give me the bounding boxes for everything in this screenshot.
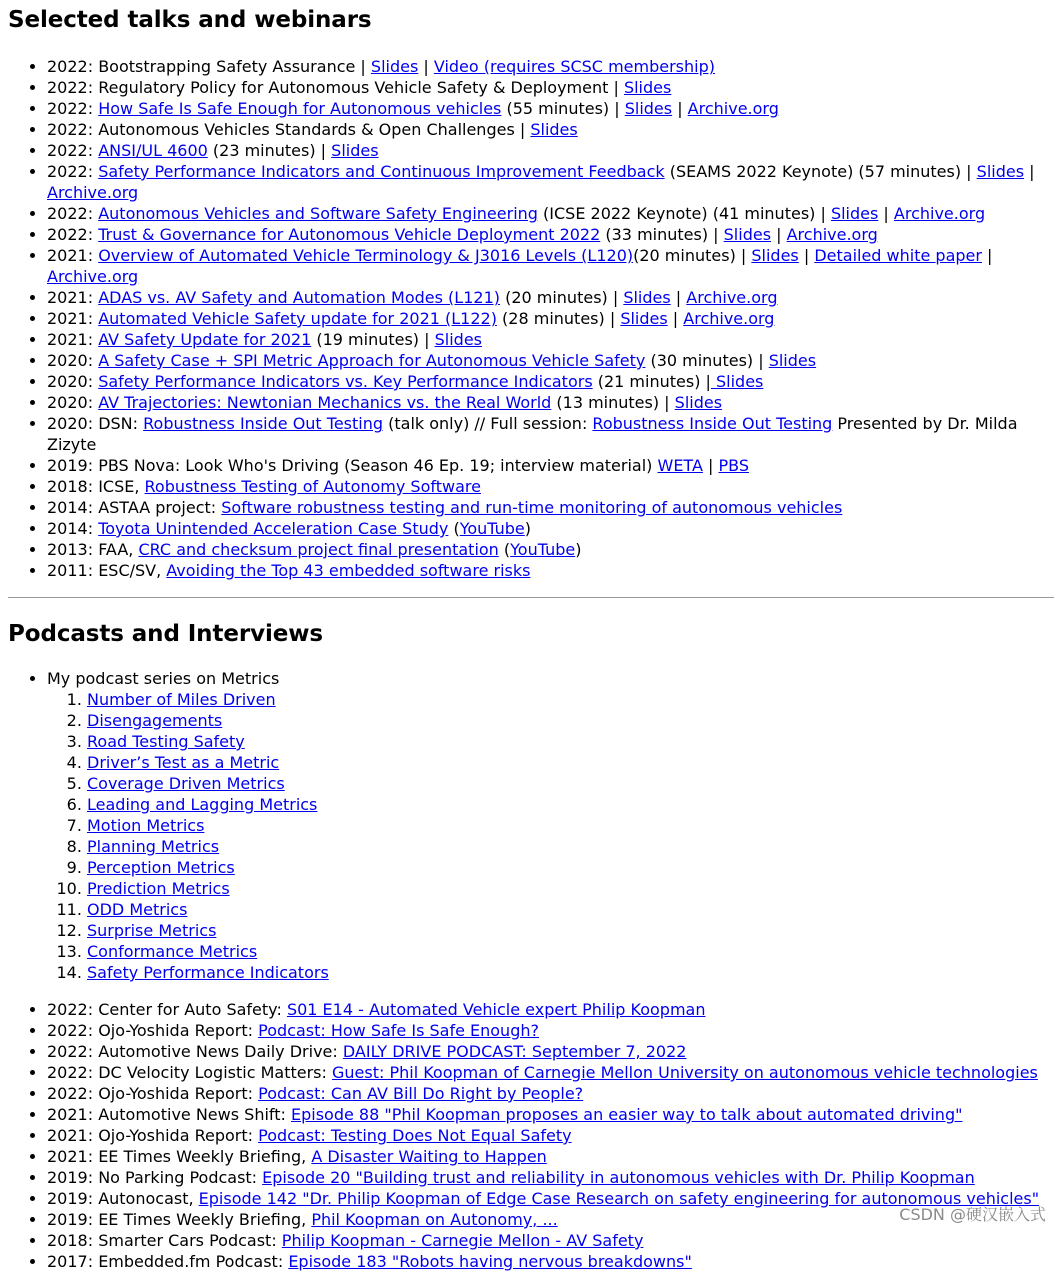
list-item: [47, 668, 1054, 983]
list-item: [47, 308, 1054, 329]
list-item: [47, 1230, 1054, 1251]
item-text: 2014: ASTAA project:: [47, 498, 222, 517]
item-text: (33 minutes) |: [600, 225, 724, 244]
metric-link[interactable]: Safety Performance Indicators: [87, 963, 329, 982]
item-link[interactable]: Archive.org: [47, 183, 139, 202]
item-text: |: [667, 309, 684, 328]
item-text: |: [670, 288, 687, 307]
item-link[interactable]: Slides: [623, 78, 672, 97]
item-text: 2020: DSN:: [47, 414, 144, 433]
item-link[interactable]: Slides: [976, 162, 1025, 181]
item-link[interactable]: Guest: Phil Koopman of Carnegie Mellon University on autonomous vehicle technologies: [331, 1063, 1038, 1082]
item-text: 2021:: [47, 330, 99, 349]
item-link[interactable]: Episode 88 "Phil Koopman proposes an easier way to talk about automated driving": [291, 1105, 963, 1124]
list-item: [47, 1167, 1054, 1188]
item-text: 2022:: [47, 225, 99, 244]
item-link[interactable]: Slides: [723, 225, 772, 244]
item-link[interactable]: AV Trajectories: Newtonian Mechanics vs. the Real World: [98, 393, 552, 412]
item-link[interactable]: A Disaster Waiting to Happen: [311, 1147, 547, 1166]
item-link[interactable]: Archive.org: [47, 267, 139, 286]
item-text: ): [575, 540, 582, 559]
item-link[interactable]: WETA: [657, 456, 703, 475]
talks-heading: Selected talks and webinars: [8, 7, 372, 33]
item-text: 2020:: [47, 372, 99, 391]
item-text: 2017: Embedded.fm Podcast:: [47, 1252, 289, 1271]
list-item: [47, 98, 1054, 119]
item-link[interactable]: PBS: [718, 456, 749, 475]
item-link[interactable]: Software robustness testing and run-time monitoring of autonomous vehicles: [221, 498, 843, 517]
list-item: [47, 1020, 1054, 1041]
item-link[interactable]: Slides: [530, 120, 578, 139]
item-link[interactable]: Safety Performance Indicators and Continuous Improvement Feedback: [98, 162, 665, 181]
item-link[interactable]: Safety Performance Indicators vs. Key Performance Indicators: [98, 372, 593, 391]
metrics-list: [47, 689, 1054, 983]
item-link[interactable]: Slides: [331, 141, 379, 160]
item-text: 2019: Autonocast,: [47, 1189, 199, 1208]
item-text: 2021: EE Times Weekly Briefing,: [47, 1147, 312, 1166]
item-text: 2022: Center for Auto Safety:: [47, 1000, 287, 1019]
item-text: 2022: Ojo-Yoshida Report:: [47, 1084, 259, 1103]
item-link[interactable]: How Safe Is Safe Enough for Autonomous vehicles: [98, 99, 502, 118]
item-link[interactable]: YouTube: [510, 540, 576, 559]
list-item: [47, 329, 1054, 350]
list-item: [47, 1125, 1054, 1146]
item-text: (: [448, 519, 460, 538]
item-link[interactable]: AV Safety Update for 2021: [98, 330, 312, 349]
item-text: 2020:: [47, 351, 99, 370]
metric-link[interactable]: Surprise Metrics: [87, 921, 217, 940]
item-link[interactable]: Podcast: Testing Does Not Equal Safety: [258, 1126, 572, 1145]
item-link[interactable]: Episode 183 "Robots having nervous breakdowns": [288, 1252, 692, 1271]
item-text: 2022: Autonomous Vehicles Standards & Open Challenges |: [47, 120, 531, 139]
podcast-series-label: My podcast series on Metrics: [47, 669, 280, 688]
item-link[interactable]: ADAS vs. AV Safety and Automation Modes (L121): [98, 288, 500, 307]
item-text: (55 minutes) |: [501, 99, 625, 118]
item-link[interactable]: Automated Vehicle Safety update for 2021 (L122): [98, 309, 497, 328]
item-text: 2020:: [47, 393, 99, 412]
item-link[interactable]: YouTube: [459, 519, 525, 538]
podcast-series-list: [8, 668, 1054, 983]
item-link[interactable]: Philip Koopman - Carnegie Mellon - AV Safety: [281, 1231, 644, 1250]
metric-link[interactable]: Perception Metrics: [87, 858, 235, 877]
metric-link[interactable]: Coverage Driven Metrics: [87, 774, 285, 793]
metric-link[interactable]: Driver’s Test as a Metric: [87, 753, 280, 772]
item-link[interactable]: Slides: [674, 393, 723, 412]
list-item: [47, 1041, 1054, 1062]
metric-item: [87, 878, 1054, 899]
item-link[interactable]: Slides: [768, 351, 817, 370]
item-text: |: [878, 204, 894, 223]
item-link[interactable]: Archive.org: [686, 288, 778, 307]
item-link[interactable]: Video (requires SCSC membership): [433, 57, 715, 76]
metric-link[interactable]: Leading and Lagging Metrics: [87, 795, 318, 814]
item-text: (21 minutes) |: [592, 372, 711, 391]
item-text: 2022: Automotive News Daily Drive:: [47, 1042, 343, 1061]
metric-item: [87, 815, 1054, 836]
item-text: (talk only) // Full session:: [383, 414, 593, 433]
metric-link[interactable]: Number of Miles Driven: [87, 690, 276, 709]
item-link[interactable]: Archive.org: [786, 225, 878, 244]
item-text: |: [798, 246, 815, 265]
list-item: [47, 392, 1054, 413]
metric-item: [87, 794, 1054, 815]
item-link[interactable]: Archive.org: [893, 204, 986, 223]
item-text: 2018: ICSE,: [47, 477, 145, 496]
list-item: [47, 77, 1054, 98]
item-link[interactable]: Trust & Governance for Autonomous Vehicle Deployment 2022: [98, 225, 601, 244]
item-link[interactable]: Episode 142 "Dr. Philip Koopman of Edge Case Research on safety engineering for autonomous vehicles": [198, 1189, 1040, 1208]
item-text: 2014:: [47, 519, 99, 538]
item-text: |: [418, 57, 434, 76]
item-link[interactable]: Podcast: How Safe Is Safe Enough?: [258, 1021, 539, 1040]
item-text: (23 minutes) |: [207, 141, 332, 160]
item-text: 2019: No Parking Podcast:: [47, 1168, 263, 1187]
item-text: 2021:: [47, 246, 99, 265]
item-link[interactable]: Autonomous Vehicles and Software Safety Engineering: [98, 204, 538, 223]
item-text: 2013: FAA,: [47, 540, 139, 559]
list-item: [47, 560, 1054, 581]
watermark: CSDN @硬汉嵌入式: [899, 1205, 1046, 1224]
item-text: 2019: PBS Nova: Look Who's Driving (Season 46 Ep. 19; interview material): [47, 456, 658, 475]
item-text: (28 minutes) |: [496, 309, 621, 328]
item-text: |: [771, 225, 787, 244]
metric-link[interactable]: Conformance Metrics: [87, 942, 258, 961]
item-link[interactable]: Slides: [624, 99, 673, 118]
metric-item: [87, 857, 1054, 878]
item-text: |: [1024, 162, 1035, 181]
metric-link[interactable]: Prediction Metrics: [87, 879, 230, 898]
list-item: [47, 350, 1054, 371]
list-item: [47, 1104, 1054, 1125]
list-item: [47, 140, 1054, 161]
item-link[interactable]: Slides: [370, 57, 419, 76]
item-link[interactable]: S01 E14 - Automated Vehicle expert Philip Koopman: [286, 1000, 706, 1019]
item-text: Presented by Dr. Milda Zizyte: [47, 414, 1018, 454]
item-text: 2022: Ojo-Yoshida Report:: [47, 1021, 259, 1040]
item-link[interactable]: Episode 20 "Building trust and reliability in autonomous vehicles with Dr. Philip Koopman: [262, 1168, 975, 1187]
list-item: [47, 56, 1054, 77]
item-link[interactable]: Archive.org: [687, 99, 779, 118]
item-text: 2022: Regulatory Policy for Autonomous Vehicle Safety & Deployment |: [47, 78, 624, 97]
item-text: |: [672, 99, 688, 118]
item-text: (ICSE 2022 Keynote) (41 minutes) |: [537, 204, 831, 223]
metric-link[interactable]: Road Testing Safety: [87, 732, 245, 751]
metric-item: [87, 773, 1054, 794]
list-item: [47, 1062, 1054, 1083]
item-text: 2021: Automotive News Shift:: [47, 1105, 291, 1124]
item-text: 2021:: [47, 288, 99, 307]
item-text: 2011: ESC/SV,: [47, 561, 167, 580]
list-item: [47, 455, 1054, 476]
metric-link[interactable]: ODD Metrics: [87, 900, 188, 919]
item-link[interactable]: Archive.org: [683, 309, 775, 328]
item-link[interactable]: Detailed white paper: [814, 246, 982, 265]
item-text: 2021:: [47, 309, 99, 328]
item-text: (20 minutes) |: [499, 288, 624, 307]
item-link[interactable]: Slides: [710, 372, 764, 391]
item-link[interactable]: Avoiding the Top 43 embedded software risks: [166, 561, 531, 580]
item-text: 2022:: [47, 204, 99, 223]
metric-item: [87, 689, 1054, 710]
item-text: 2022:: [47, 141, 99, 160]
item-text: 2019: EE Times Weekly Briefing,: [47, 1210, 312, 1229]
item-link[interactable]: Podcast: Can AV Bill Do Right by People?: [258, 1084, 584, 1103]
metric-item: [87, 941, 1054, 962]
list-item: [47, 413, 1054, 455]
item-text: 2018: Smarter Cars Podcast:: [47, 1231, 282, 1250]
item-link[interactable]: Slides: [751, 246, 799, 265]
item-text: 2021: Ojo-Yoshida Report:: [47, 1126, 259, 1145]
item-link[interactable]: Slides: [434, 330, 482, 349]
item-text: 2022:: [47, 99, 99, 118]
list-item: [47, 119, 1054, 140]
metric-item: [87, 836, 1054, 857]
metric-item: [87, 710, 1054, 731]
item-link[interactable]: CRC and checksum project final presentation: [138, 540, 499, 559]
item-text: |: [702, 456, 719, 475]
list-item: [47, 497, 1054, 518]
metric-item: [87, 731, 1054, 752]
podcasts-heading: Podcasts and Interviews: [8, 621, 324, 647]
list-item: [47, 518, 1054, 539]
item-text: 2022: DC Velocity Logistic Matters:: [47, 1063, 332, 1082]
talks-list: [8, 56, 1054, 581]
item-link[interactable]: Slides: [623, 288, 671, 307]
item-link[interactable]: Phil Koopman on Autonomy, ...: [311, 1210, 558, 1229]
list-item: [47, 999, 1054, 1020]
section-divider: [8, 597, 1054, 598]
item-text: ): [524, 519, 531, 538]
metric-item: [87, 899, 1054, 920]
metric-link[interactable]: Disengagements: [87, 711, 223, 730]
item-link[interactable]: Slides: [830, 204, 879, 223]
item-link[interactable]: Robustness Testing of Autonomy Software: [144, 477, 481, 496]
list-item: [47, 539, 1054, 560]
podcasts-list: [8, 999, 1054, 1272]
item-link[interactable]: Slides: [620, 309, 668, 328]
metric-item: [87, 920, 1054, 941]
item-link[interactable]: A Safety Case + SPI Metric Approach for Autonomous Vehicle Safety: [98, 351, 646, 370]
list-item: [47, 476, 1054, 497]
list-item: [47, 203, 1054, 224]
item-link[interactable]: Robustness Inside Out Testing: [592, 414, 833, 433]
item-link[interactable]: DAILY DRIVE PODCAST: September 7, 2022: [342, 1042, 687, 1061]
metric-link[interactable]: Motion Metrics: [87, 816, 205, 835]
item-text: 2022: Bootstrapping Safety Assurance |: [47, 57, 371, 76]
item-text: (30 minutes) |: [645, 351, 769, 370]
list-item: [47, 371, 1054, 392]
item-link[interactable]: Robustness Inside Out Testing: [143, 414, 384, 433]
item-text: (20 minutes) |: [633, 246, 752, 265]
item-link[interactable]: Overview of Automated Vehicle Terminology & J3016 Levels (L120): [98, 246, 634, 265]
item-text: (19 minutes) |: [311, 330, 435, 349]
list-item: [47, 287, 1054, 308]
item-text: |: [981, 246, 993, 265]
list-item: [47, 1146, 1054, 1167]
item-text: 2022:: [47, 162, 99, 181]
list-item: [47, 1251, 1054, 1272]
metric-item: [87, 962, 1054, 983]
list-item: [47, 224, 1054, 245]
item-text: (13 minutes) |: [551, 393, 675, 412]
item-link[interactable]: Toyota Unintended Acceleration Case Study: [98, 519, 449, 538]
metric-item: [87, 752, 1054, 773]
list-item: [47, 245, 1054, 287]
metric-link[interactable]: Planning Metrics: [87, 837, 220, 856]
item-text: (: [498, 540, 511, 559]
item-link[interactable]: ANSI/UL 4600: [98, 141, 208, 160]
list-item: [47, 161, 1054, 203]
list-item: [47, 1083, 1054, 1104]
item-text: (SEAMS 2022 Keynote) (57 minutes) |: [664, 162, 977, 181]
